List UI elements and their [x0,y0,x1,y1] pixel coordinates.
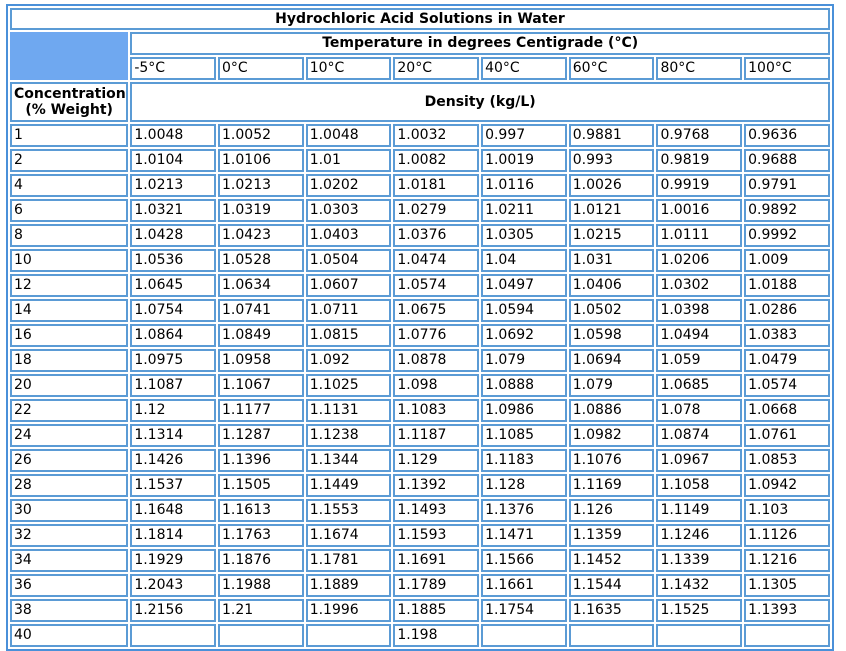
density-cell: 1.0528 [218,249,304,272]
density-cell: 1.198 [393,624,479,647]
density-cell: 1.0048 [130,124,216,147]
density-cell: 1.1876 [218,549,304,572]
table-row [10,149,830,172]
density-cell: 0.9791 [744,174,830,197]
density-cell: 0.9992 [744,224,830,247]
corner-blank-cell [10,32,128,80]
density-cell [130,624,216,647]
density-cell: 1.1344 [306,449,392,472]
density-cell: 1.1814 [130,524,216,547]
density-cell: 1.031 [569,249,655,272]
concentration-cell: 8 [10,224,128,247]
density-cell: 1.1996 [306,599,392,622]
density-cell: 1.0574 [393,274,479,297]
table-row [10,599,830,622]
density-cell: 1.0052 [218,124,304,147]
density-cell: 1.126 [569,499,655,522]
concentration-cell: 18 [10,349,128,372]
density-cell: 1.1187 [393,424,479,447]
density-cell: 1.0574 [744,374,830,397]
density-cell: 1.1471 [481,524,567,547]
density-cell: 1.0474 [393,249,479,272]
density-cell: 1.1076 [569,449,655,472]
temperature-label: 60°C [569,57,655,80]
concentration-cell: 30 [10,499,128,522]
density-cell: 1.1566 [481,549,567,572]
density-cell: 1.0376 [393,224,479,247]
concentration-cell: 10 [10,249,128,272]
density-cell: 1.0815 [306,324,392,347]
concentration-header: Concentration (% Weight) [10,82,128,122]
table-row [10,474,830,497]
density-cell: 1.0211 [481,199,567,222]
concentration-cell: 4 [10,174,128,197]
density-cell: 1.1287 [218,424,304,447]
temperature-header: Temperature in degrees Centigrade (°C) [130,32,830,55]
density-cell: 0.9819 [656,149,742,172]
density-cell: 1.0494 [656,324,742,347]
concentration-cell: 24 [10,424,128,447]
density-cell: 1.0479 [744,349,830,372]
concentration-cell: 32 [10,524,128,547]
table-row [10,374,830,397]
concentration-cell: 36 [10,574,128,597]
density-cell: 1.103 [744,499,830,522]
density-cell: 1.2156 [130,599,216,622]
density-cell: 0.993 [569,149,655,172]
table-row [10,624,830,647]
density-cell [218,624,304,647]
density-cell: 1.079 [569,374,655,397]
table-row [10,324,830,347]
density-cell: 1.0982 [569,424,655,447]
density-cell: 1.079 [481,349,567,372]
density-cell: 1.1169 [569,474,655,497]
temperature-label: 80°C [656,57,742,80]
density-cell: 1.0016 [656,199,742,222]
density-cell: 1.0279 [393,199,479,222]
density-cell: 1.1246 [656,524,742,547]
density-cell: 1.1177 [218,399,304,422]
table-row [10,399,830,422]
density-cell: 0.9881 [569,124,655,147]
density-cell: 1.2043 [130,574,216,597]
density-cell: 1.12 [130,399,216,422]
density-cell: 1.0685 [656,374,742,397]
density-cell: 1.0607 [306,274,392,297]
density-cell: 1.1396 [218,449,304,472]
density-cell: 1.0398 [656,299,742,322]
density-cell: 1.1449 [306,474,392,497]
temperature-label: 0°C [218,57,304,80]
density-cell: 1.1392 [393,474,479,497]
density-cell: 1.128 [481,474,567,497]
density-cell: 1.1126 [744,524,830,547]
density-cell: 1.1493 [393,499,479,522]
density-cell: 1.0958 [218,349,304,372]
density-cell: 1.0645 [130,274,216,297]
density-cell: 1.1067 [218,374,304,397]
table-row [10,424,830,447]
density-cell: 1.1183 [481,449,567,472]
table-row [10,349,830,372]
density-cell [744,624,830,647]
density-cell: 1.1393 [744,599,830,622]
density-cell: 1.0383 [744,324,830,347]
density-cell: 1.1058 [656,474,742,497]
table-row [10,574,830,597]
density-cell: 1.1613 [218,499,304,522]
density-cell: 1.1661 [481,574,567,597]
table-row [10,249,830,272]
density-cell: 1.1537 [130,474,216,497]
density-cell: 1.1505 [218,474,304,497]
density-cell: 1.0106 [218,149,304,172]
table-row [10,524,830,547]
density-cell: 1.0711 [306,299,392,322]
density-cell: 1.0776 [393,324,479,347]
table-row [10,449,830,472]
concentration-cell: 12 [10,274,128,297]
concentration-cell: 2 [10,149,128,172]
temperature-label: -5°C [130,57,216,80]
density-cell: 1.1339 [656,549,742,572]
density-cell [306,624,392,647]
temperature-labels-row [10,57,830,80]
table-row [10,549,830,572]
density-cell: 1.0504 [306,249,392,272]
density-cell: 1.0598 [569,324,655,347]
concentration-cell: 40 [10,624,128,647]
density-cell: 1.0692 [481,324,567,347]
density-cell: 0.9892 [744,199,830,222]
density-cell: 1.1763 [218,524,304,547]
density-cell: 1.0942 [744,474,830,497]
density-cell: 0.9919 [656,174,742,197]
density-cell: 1.01 [306,149,392,172]
temperature-label: 20°C [393,57,479,80]
density-cell: 1.1674 [306,524,392,547]
density-cell: 1.0116 [481,174,567,197]
density-cell: 1.0668 [744,399,830,422]
concentration-cell: 28 [10,474,128,497]
density-cell: 1.1025 [306,374,392,397]
density-cell: 1.0213 [218,174,304,197]
density-cell: 1.0694 [569,349,655,372]
density-cell: 0.997 [481,124,567,147]
density-cell: 1.1359 [569,524,655,547]
density-cell: 1.0032 [393,124,479,147]
density-cell: 1.0048 [306,124,392,147]
density-cell: 1.0853 [744,449,830,472]
density-cell: 1.0536 [130,249,216,272]
density-cell: 1.1087 [130,374,216,397]
table-title: Hydrochloric Acid Solutions in Water [10,8,830,30]
density-cell: 1.1544 [569,574,655,597]
density-cell: 1.1314 [130,424,216,447]
density-cell: 1.0874 [656,424,742,447]
density-cell: 1.092 [306,349,392,372]
density-cell: 1.0403 [306,224,392,247]
density-cell [569,624,655,647]
density-cell: 1.0213 [130,174,216,197]
density-cell: 1.0975 [130,349,216,372]
concentration-cell: 26 [10,449,128,472]
density-cell: 1.1426 [130,449,216,472]
density-cell: 1.0303 [306,199,392,222]
density-cell: 1.04 [481,249,567,272]
density-cell: 1.1525 [656,599,742,622]
density-cell: 1.1754 [481,599,567,622]
concentration-cell: 14 [10,299,128,322]
concentration-cell: 22 [10,399,128,422]
concentration-cell: 20 [10,374,128,397]
density-cell: 1.0206 [656,249,742,272]
density-cell: 1.0181 [393,174,479,197]
density-cell: 1.1085 [481,424,567,447]
density-cell: 1.0286 [744,299,830,322]
density-cell: 1.0104 [130,149,216,172]
density-cell: 0.9688 [744,149,830,172]
temperature-header-row [10,32,830,55]
density-cell: 1.0319 [218,199,304,222]
density-cell: 1.0634 [218,274,304,297]
density-cell: 1.0754 [130,299,216,322]
density-cell: 0.9636 [744,124,830,147]
density-cell: 1.1432 [656,574,742,597]
density-cell: 1.0019 [481,149,567,172]
density-cell: 1.0111 [656,224,742,247]
table-row [10,174,830,197]
density-cell: 1.009 [744,249,830,272]
table-row [10,499,830,522]
density-cell: 1.1781 [306,549,392,572]
density-cell: 1.0761 [744,424,830,447]
density-cell: 1.0406 [569,274,655,297]
concentration-cell: 16 [10,324,128,347]
density-cell [481,624,567,647]
density-cell: 1.1131 [306,399,392,422]
concentration-cell: 1 [10,124,128,147]
density-cell: 1.059 [656,349,742,372]
density-cell: 1.0121 [569,199,655,222]
density-cell: 1.1452 [569,549,655,572]
density-cell: 1.0428 [130,224,216,247]
density-cell: 1.0497 [481,274,567,297]
density-cell: 1.1988 [218,574,304,597]
density-cell: 1.1553 [306,499,392,522]
title-row [10,8,830,30]
density-cell: 1.0864 [130,324,216,347]
density-cell: 1.21 [218,599,304,622]
density-cell: 1.1238 [306,424,392,447]
density-cell: 1.0026 [569,174,655,197]
density-cell: 1.1593 [393,524,479,547]
density-cell: 1.0886 [569,399,655,422]
density-cell: 1.0202 [306,174,392,197]
temperature-label: 100°C [744,57,830,80]
density-cell: 1.1635 [569,599,655,622]
density-cell: 1.0967 [656,449,742,472]
density-cell: 1.0082 [393,149,479,172]
density-cell: 1.1648 [130,499,216,522]
concentration-cell: 38 [10,599,128,622]
density-cell: 0.9768 [656,124,742,147]
density-cell: 1.078 [656,399,742,422]
density-cell: 1.0888 [481,374,567,397]
density-cell: 1.1789 [393,574,479,597]
density-cell: 1.1691 [393,549,479,572]
hcl-density-table [6,4,834,651]
units-header-row [10,82,830,122]
density-header: Density (kg/L) [130,82,830,122]
density-cell: 1.0741 [218,299,304,322]
density-cell: 1.1376 [481,499,567,522]
table-row [10,299,830,322]
density-cell: 1.0321 [130,199,216,222]
concentration-cell: 6 [10,199,128,222]
density-cell: 1.0188 [744,274,830,297]
density-cell: 1.0594 [481,299,567,322]
table-row [10,224,830,247]
density-cell: 1.0849 [218,324,304,347]
density-cell: 1.1885 [393,599,479,622]
density-cell: 1.129 [393,449,479,472]
density-cell: 1.0302 [656,274,742,297]
density-cell: 1.0675 [393,299,479,322]
density-cell: 1.1149 [656,499,742,522]
density-cell: 1.0215 [569,224,655,247]
density-cell: 1.0423 [218,224,304,247]
concentration-cell: 34 [10,549,128,572]
density-cell: 1.1305 [744,574,830,597]
density-cell [656,624,742,647]
table-row [10,199,830,222]
density-cell: 1.0502 [569,299,655,322]
density-cell: 1.0878 [393,349,479,372]
density-cell: 1.0305 [481,224,567,247]
density-cell: 1.1083 [393,399,479,422]
temperature-label: 40°C [481,57,567,80]
density-cell: 1.1889 [306,574,392,597]
density-cell: 1.0986 [481,399,567,422]
temperature-label: 10°C [306,57,392,80]
table-row [10,124,830,147]
density-cell: 1.1216 [744,549,830,572]
density-cell: 1.1929 [130,549,216,572]
density-cell: 1.098 [393,374,479,397]
table-row [10,274,830,297]
